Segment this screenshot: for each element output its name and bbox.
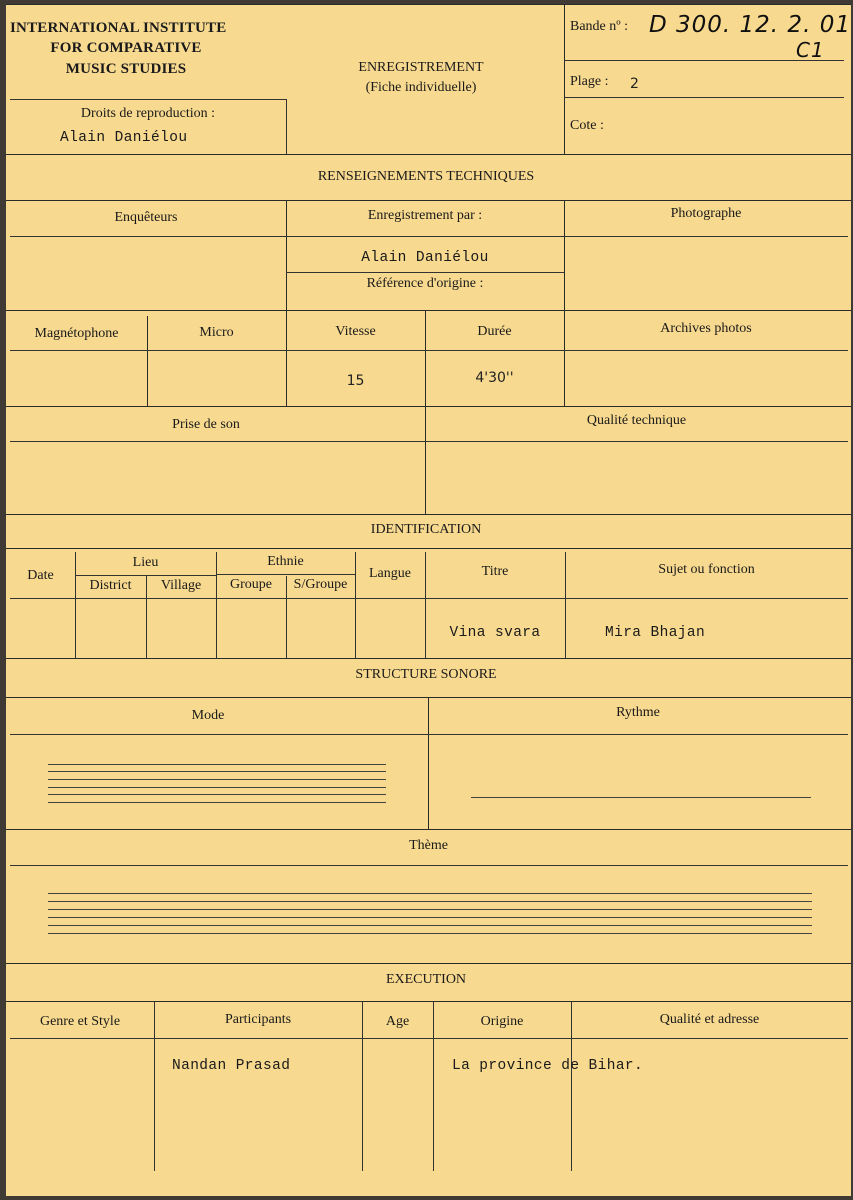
rights-label: Droits de reproduction :: [80, 106, 216, 121]
age-label: Age: [385, 1014, 410, 1029]
qualite-adresse-label: Qualité et adresse: [659, 1012, 760, 1027]
tech-row3-top: [6, 406, 851, 407]
structure-section-title: STRUCTURE SONORE: [355, 667, 497, 682]
theme-label-rule: [10, 865, 848, 866]
duree-label: Durée: [477, 324, 512, 339]
mode-line-3: [48, 779, 386, 780]
institute-line-1: INTERNATIONAL INSTITUTE: [10, 20, 227, 36]
tech-label-rule: [10, 236, 848, 237]
sujet-value: Mira Bhajan: [605, 625, 706, 641]
execution-section-title: EXECUTION: [385, 972, 467, 987]
institute-line-2: FOR COMPARATIVE: [50, 40, 202, 56]
participants-label: Participants: [224, 1012, 292, 1027]
theme-line-4: [48, 917, 812, 918]
mode-line-5: [48, 794, 386, 795]
exec-label-rule: [10, 1038, 848, 1039]
ethnie-sub-rule: [216, 574, 355, 575]
mode-line-6: [48, 802, 386, 803]
mode-label: Mode: [191, 708, 225, 723]
rights-box-top: [10, 99, 286, 100]
top-border: [6, 4, 851, 5]
qualite-technique-label: Qualité technique: [586, 413, 687, 428]
lieu-sub-rule: [75, 575, 216, 576]
theme-line-3: [48, 909, 812, 910]
tech-row3-label-rule: [10, 441, 848, 442]
genre-style-label: Genre et Style: [39, 1014, 121, 1029]
photographe-label: Photographe: [670, 206, 742, 221]
mode-label-rule: [10, 734, 848, 735]
recording-card: [6, 4, 851, 1196]
identification-top-rule: [6, 514, 851, 515]
rythme-label: Rythme: [616, 705, 660, 720]
mode-line-1: [48, 764, 386, 765]
theme-line-2: [48, 901, 812, 902]
prise-de-son-label: Prise de son: [172, 417, 240, 432]
titre-value: Vina svara: [449, 625, 541, 641]
mode-line-4: [48, 787, 386, 788]
origine-label: Origine: [480, 1014, 524, 1029]
village-label: Village: [160, 578, 202, 593]
execution-title-rule: [6, 1001, 851, 1002]
rythme-line: [471, 797, 811, 798]
sujet-label: Sujet ou fonction: [658, 562, 755, 577]
theme-top-rule: [6, 829, 851, 830]
date-label: Date: [27, 568, 54, 583]
theme-label: Thème: [409, 838, 448, 853]
enregistrement-label: Enregistrement par :: [367, 208, 483, 223]
titre-label: Titre: [481, 564, 509, 579]
enregistrement-value: Alain Daniélou: [361, 250, 489, 266]
participants-value: Nandan Prasad: [172, 1058, 291, 1074]
ethnie-label: Ethnie: [267, 554, 304, 569]
rights-box-right: [286, 99, 287, 154]
sgroupe-label: S/Groupe: [293, 577, 348, 592]
plage-underline: [564, 97, 844, 98]
vitesse-label: Vitesse: [335, 324, 376, 339]
origine-value: La province de Bihar.: [452, 1058, 644, 1074]
plage-label: Plage :: [570, 74, 609, 89]
vitesse-value: 15: [346, 373, 365, 389]
langue-label: Langue: [369, 566, 411, 581]
structure-top-rule: [6, 658, 851, 659]
reference-rule: [286, 272, 564, 273]
theme-line-6: [48, 933, 812, 934]
rights-value: Alain Daniélou: [60, 130, 188, 146]
enqueteurs-label: Enquêteurs: [114, 210, 178, 225]
institute-line-3: MUSIC STUDIES: [65, 61, 187, 77]
bande-extra: C1: [796, 38, 825, 62]
reference-label: Référence d'origine :: [366, 276, 484, 291]
duree-value: 4'30'': [475, 370, 514, 386]
identification-title-rule: [6, 548, 851, 549]
theme-line-1: [48, 893, 812, 894]
form-subtitle: (Fiche individuelle): [365, 80, 477, 95]
mode-line-2: [48, 771, 386, 772]
groupe-label: Groupe: [230, 577, 272, 592]
archives-label: Archives photos: [660, 321, 752, 336]
id-label-rule: [10, 598, 848, 599]
tech-row2-label-rule: [10, 350, 848, 351]
tech-row2-top: [6, 310, 851, 311]
cote-label: Cote :: [570, 118, 604, 133]
identification-section-title: IDENTIFICATION: [370, 522, 482, 537]
lieu-label: Lieu: [132, 555, 159, 570]
header-right-divider: [564, 4, 565, 154]
theme-line-5: [48, 925, 812, 926]
plage-value: 2: [630, 76, 639, 92]
header-bottom-rule: [6, 154, 851, 155]
form-title: ENREGISTREMENT: [358, 60, 484, 75]
technique-title-rule: [6, 200, 851, 201]
magnetophone-label: Magnétophone: [34, 326, 119, 341]
technique-section-title: RENSEIGNEMENTS TECHNIQUES: [317, 169, 535, 184]
execution-top-rule: [6, 963, 851, 964]
micro-label: Micro: [199, 325, 234, 340]
district-label: District: [89, 578, 132, 593]
bande-value: D 300. 12. 2. 01: [649, 12, 851, 38]
bande-label: Bande nº :: [570, 19, 628, 34]
